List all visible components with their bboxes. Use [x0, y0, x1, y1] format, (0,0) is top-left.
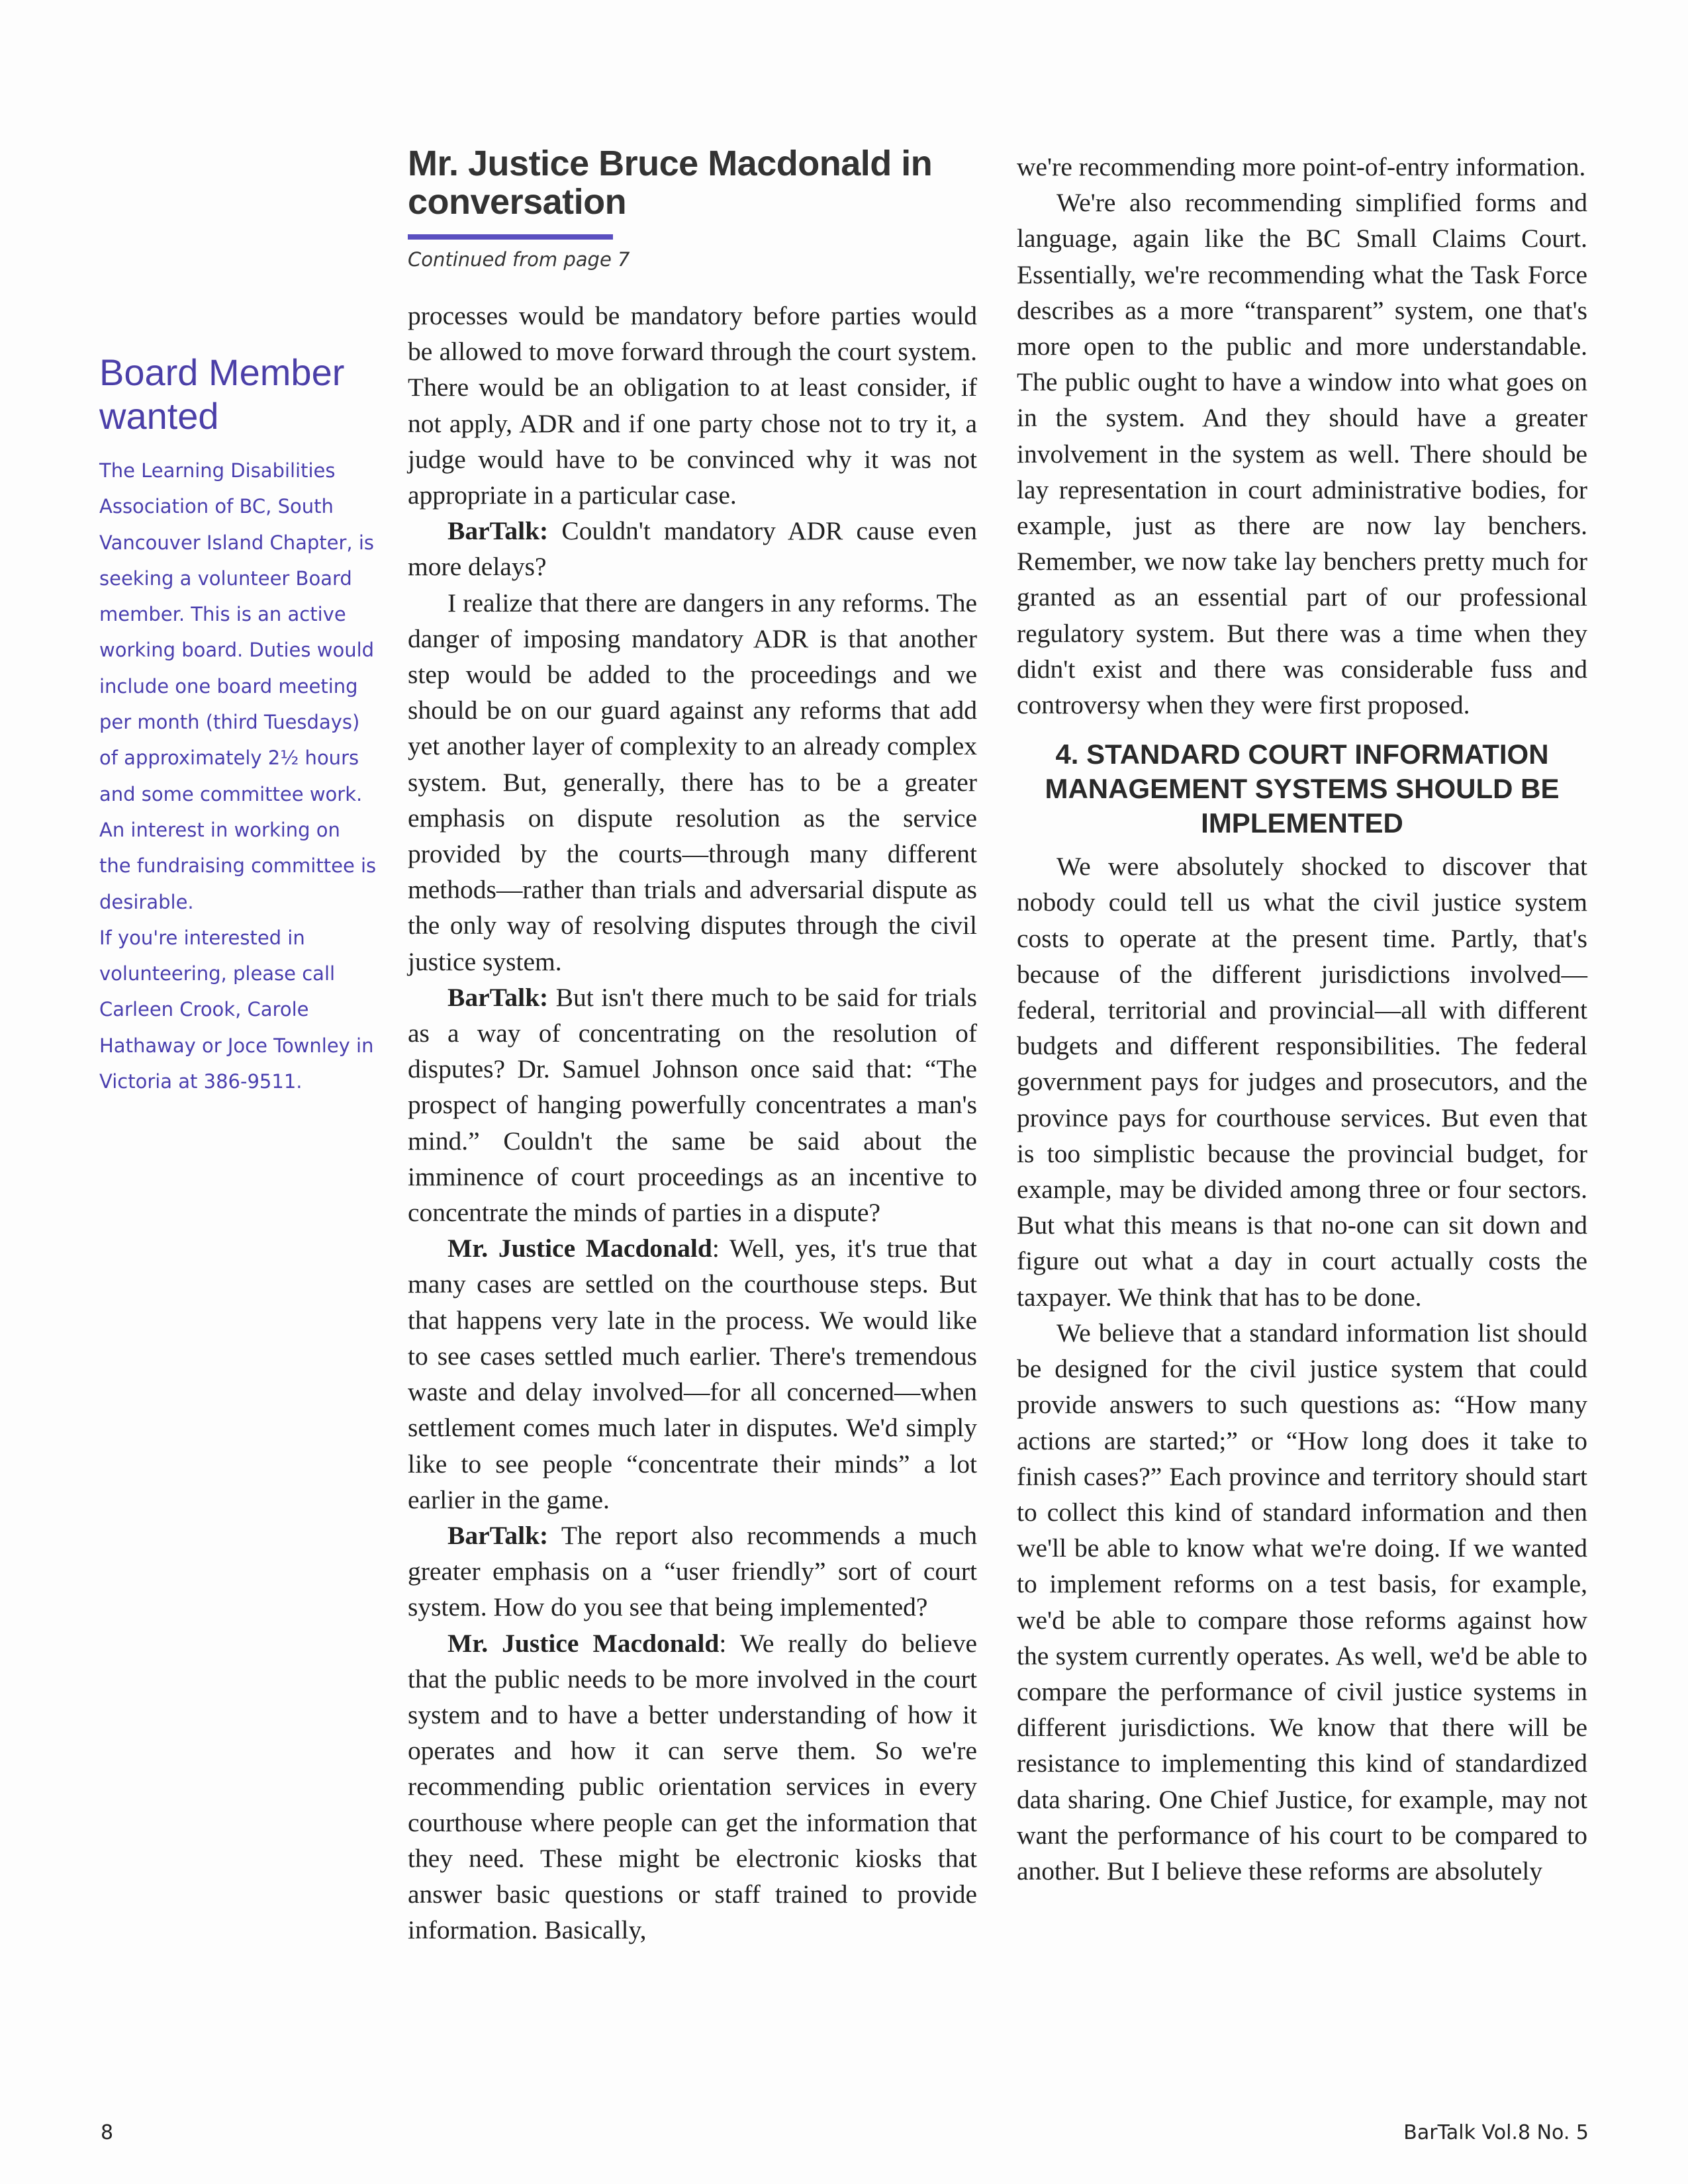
paragraph: We're also recommending simplified forms and language, again like the BC Small Claims Court. Essentially, we're recommending what the Task Force describes as a more “transparent” system, one that's more open to the public and more understandable. The public ought to have a window into what goes on in the system. And they should have a greater involvement in the system as well. There should be lay representation in court administrative bodies, for example, just as there are now lay benchers. Remember, we now take lay benchers pretty much for granted as an essential part of our professional regulatory system. But there was a time when they didn't exist and there was considerable fuss and controversy when they were first proposed.: [1017, 188, 1587, 720]
paragraph: We believe that a standard information list should be designed for the civil justice system that could provide answers to such questions as: “How many actions are started;” or “How long does it take to finish cases?” Each province and territory should start to collect this kind of standard information and then we'll be able to know what we're doing. If we wanted to implement reforms on a test basis, for example, we'd be able to compare those reforms against how the system currently operates. As well, we'd be able to compare the performance of civil justice systems in different jurisdictions. We know that there will be resistance to implementing this kind of standardized data sharing. One Chief Justice, for example, may not want the performance of his court to be compared to another. But I believe these reforms are absolutely: [1017, 1318, 1587, 1886]
left-column-body: [408, 298, 977, 1948]
paragraph: I realize that there are dangers in any reforms. The danger of imposing mandatory ADR is that another step would be added to the proceedings and we should be on our guard against any reforms that add yet another layer of complexity to an already complex system. But, generally, there has to be a greater emphasis on dispute resolution as the service provided by the courts—through many different methods—rather than trials and adversarial dispute as the only way of resolving disputes through the civil justice system.: [408, 588, 977, 976]
speaker-label: BarTalk:: [447, 516, 549, 546]
section-subhead: 4. STANDARD COURT INFORMATION MANAGEMENT SYSTEMS SHOULD BE IMPLEMENTED: [1045, 739, 1560, 839]
article-title: Mr. Justice Bruce Macdonald in conversation: [408, 144, 933, 222]
sidebar-title: Board Member wanted: [99, 351, 345, 437]
paragraph: We were absolutely shocked to discover that nobody could tell us what the civil justice system costs to operate at the present time. Partly, that's because of the different jurisdictions involved—federal, territorial and provincial—all with different budgets and different responsibilities. The federal government pays for judges and prosecutors, and the province pays for courthouse services. But even that is too simplistic because the provincial budget, for example, may be divided among three or four sectors. But what this means is that no-one can sit down and figure out what a day in court actually costs the taxpayer. We think that has to be done.: [1017, 852, 1587, 1312]
board-member-sidebar: [99, 351, 377, 1099]
speaker-label: Mr. Justice Macdonald: [447, 1628, 720, 1658]
sidebar-contact-paragraph: If you're interested in volunteering, please call Carleen Crook, Carole Hathaway or Joce Townley in Victoria at 386-9511.: [99, 926, 374, 1093]
paragraph: we're recommending more point-of-entry information.: [1017, 152, 1586, 181]
paragraph: BarTalk: The report also recommends a much greater emphasis on a “user friendly” sort of court system. How do you see that being implemented?: [408, 1520, 977, 1622]
speaker-label: BarTalk:: [447, 1520, 549, 1550]
speaker-label: Mr. Justice Macdonald: [447, 1234, 712, 1263]
paragraph: BarTalk: Couldn't mandatory ADR cause even more delays?: [408, 516, 977, 582]
right-column-body: [1017, 149, 1587, 1889]
sidebar-paragraph: The Learning Disabilities Association of BC, South Vancouver Island Chapter, is seeking a volunteer Board member. This is an active working board. Duties would include one board meeting per month (third Tuesdays) of approximately 2½ hours and some committee work. An interest in working on the fundraising committee is desirable.: [99, 459, 377, 913]
article-column-left: [408, 144, 977, 1948]
continued-note: Continued from page 7: [408, 248, 630, 271]
paragraph: processes would be mandatory before parties would be allowed to move forward through the court system. There would be an obligation to at least consider, if not apply, ADR and if one party chose not to try it, a judge would have to be convinced why it was not appropriate in a particular case.: [408, 301, 977, 510]
title-rule: [408, 234, 613, 240]
paragraph: BarTalk: But isn't there much to be said for trials as a way of concentrating on the resolution of disputes? Dr. Samuel Johnson once said that: “The prospect of hanging powerfully concentrates a man's mind.” Couldn't the same be said about the imminence of court proceedings as an incentive to concentrate the minds of parties in a dispute?: [408, 982, 977, 1228]
paragraph: Mr. Justice Macdonald: We really do believe that the public needs to be more involved in the court system and to have a better understanding of how it operates and how it can serve them. So we're recommending public orientation services in every courthouse where people can get the information that they need. These might be electronic kiosks that answer basic questions or staff trained to provide information. Basically,: [408, 1628, 977, 1945]
article-column-right: [1017, 149, 1587, 1889]
paragraph: Mr. Justice Macdonald: Well, yes, it's true that many cases are settled on the courthouse steps. But that happens very late in the process. We would like to see cases settled much earlier. There's tremendous waste and delay involved—for all concerned—when settlement comes much later in disputes. We'd simply like to see people “concentrate their minds” a lot earlier in the game.: [408, 1234, 977, 1514]
speaker-label: BarTalk:: [447, 982, 549, 1012]
issue-label: BarTalk Vol.8 No. 5: [1403, 2121, 1589, 2144]
page-number: 8: [101, 2121, 114, 2144]
